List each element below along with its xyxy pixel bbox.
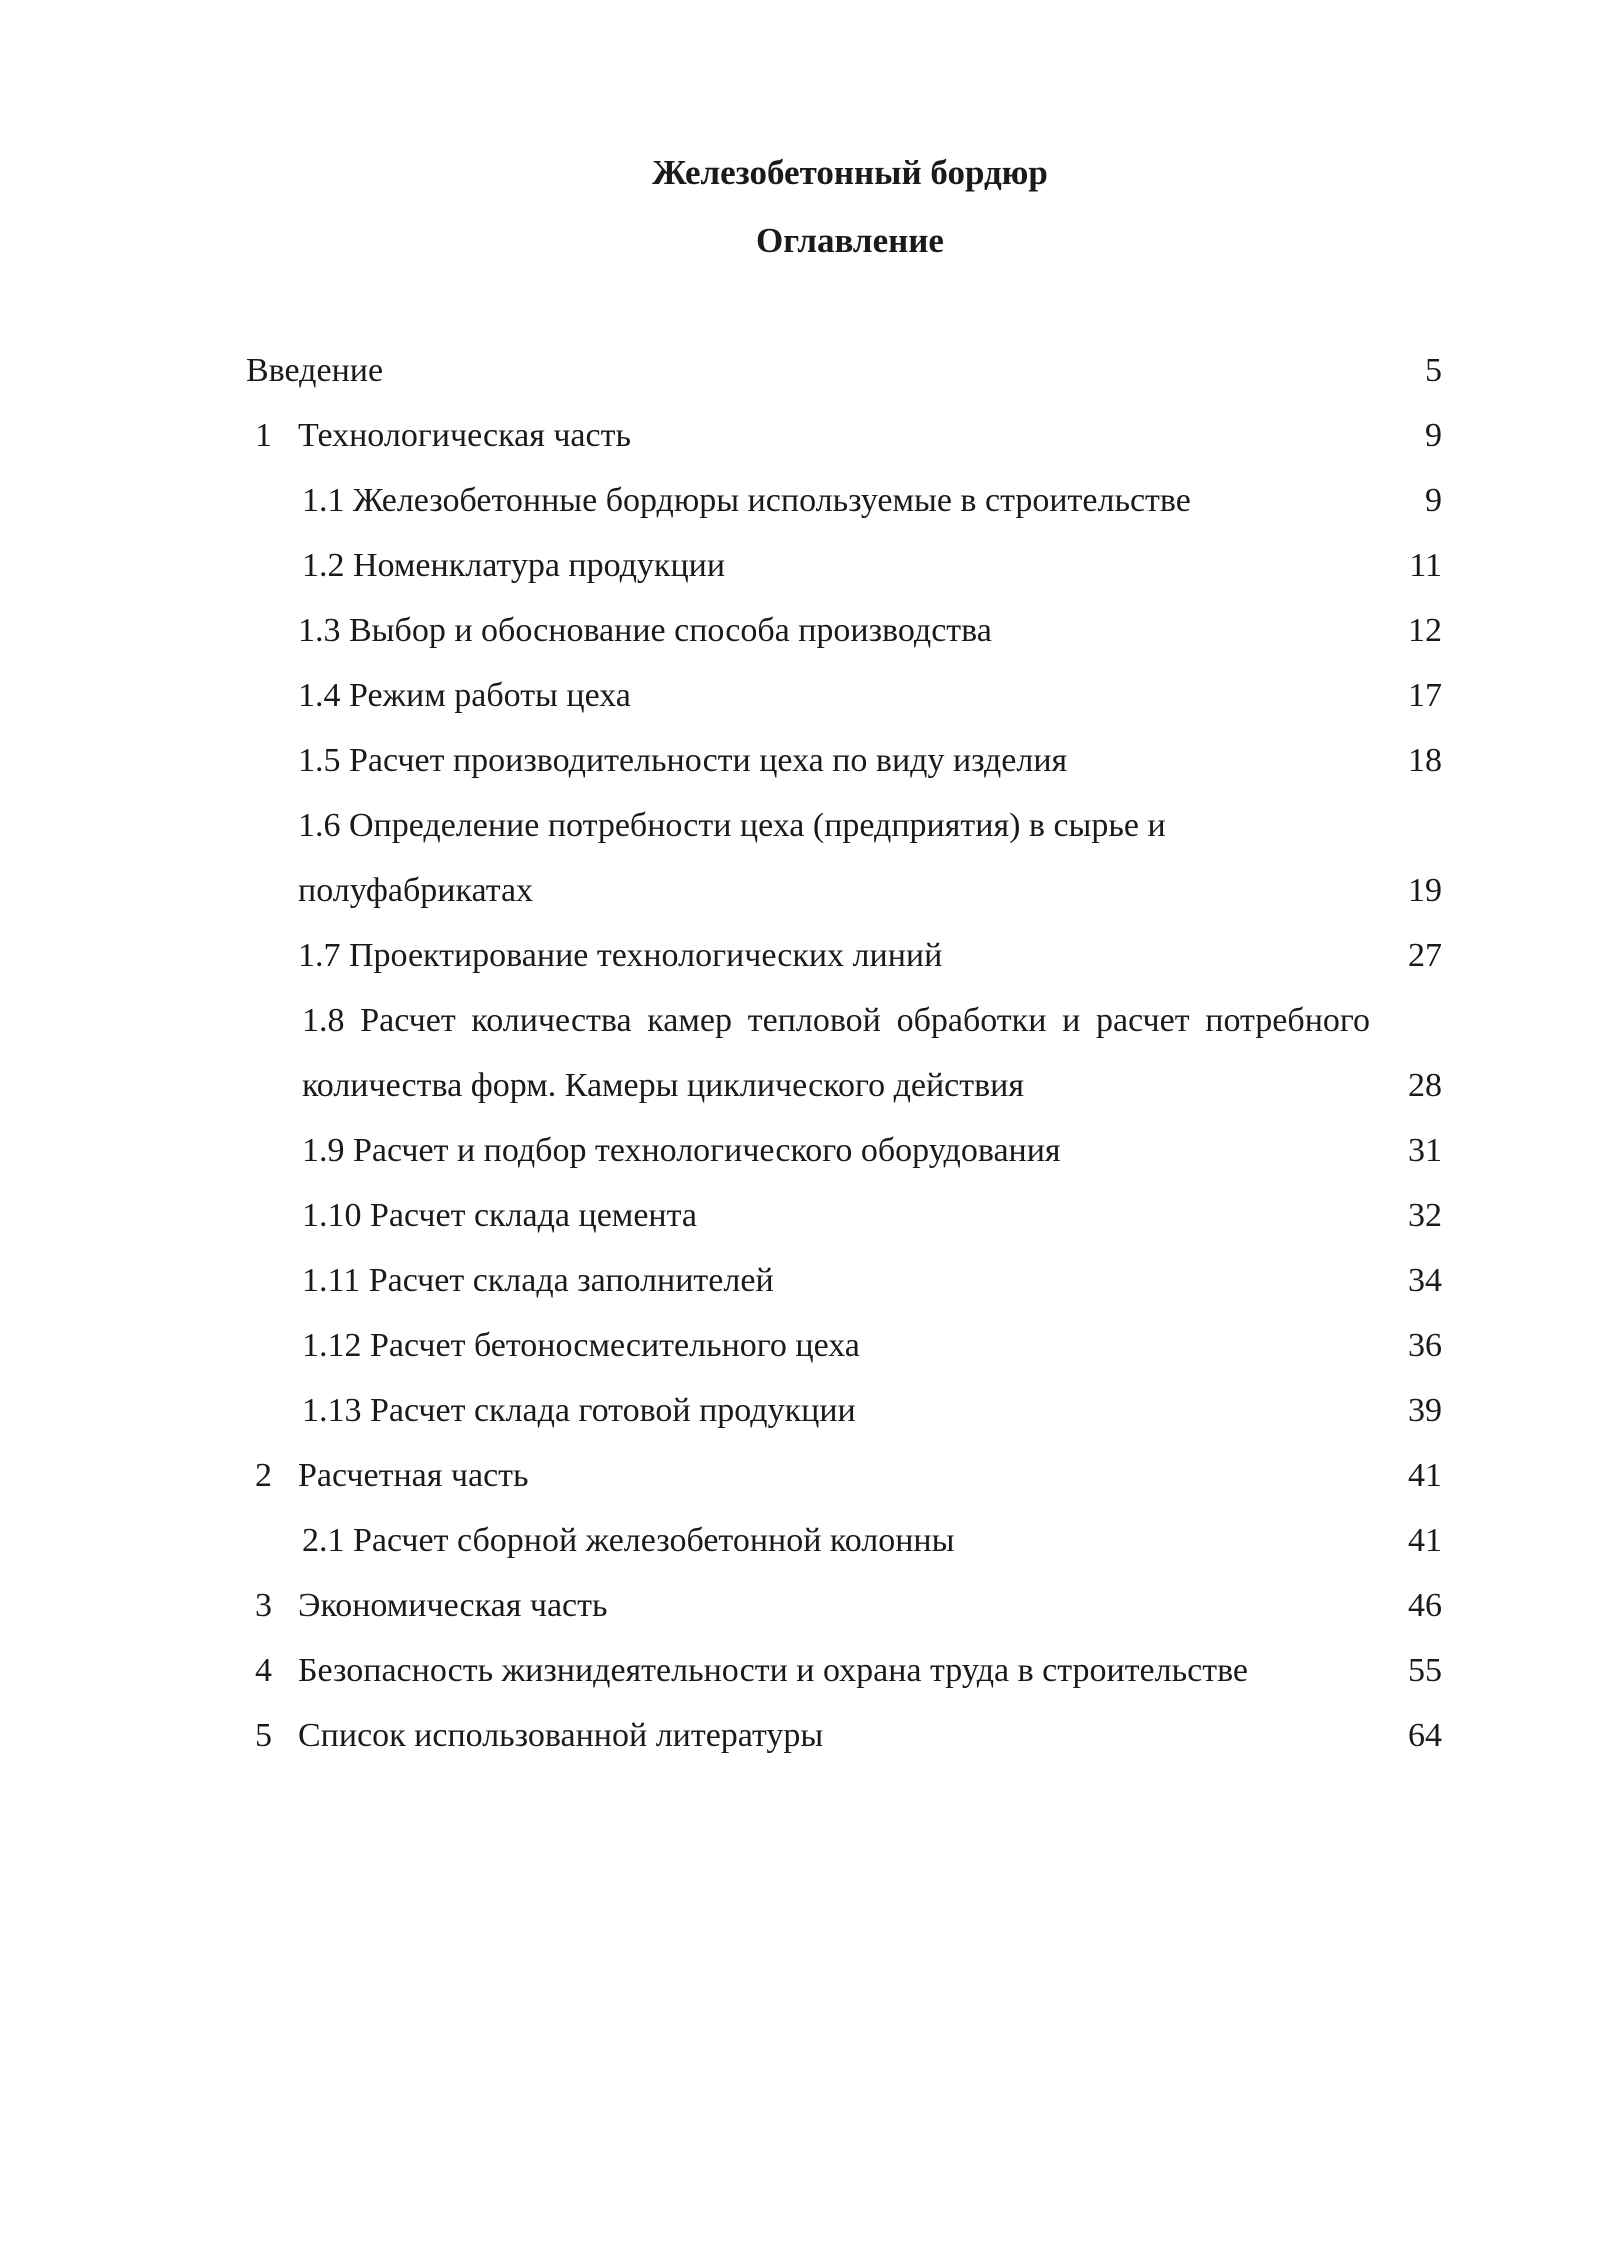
toc-entry-label: 1.8 Расчет количества камер тепловой обработки и расчет потребного количества форм. Камеры циклического действия xyxy=(302,1002,1370,1104)
toc-entry-label: 1.11 Расчет склада заполнителей xyxy=(302,1262,774,1299)
toc-entry-page: 32 xyxy=(1408,1197,1442,1234)
toc-entry[interactable] xyxy=(0,468,1600,533)
toc-entry[interactable] xyxy=(0,1573,1600,1638)
toc-entry[interactable] xyxy=(0,1638,1600,1703)
toc-entry-page: 36 xyxy=(1408,1327,1442,1364)
toc-entry-label: 1.1 Железобетонные бордюры используемые в строительстве xyxy=(302,482,1191,519)
toc-entry-label: Технологическая часть xyxy=(298,417,631,454)
toc-entry-label: Введение xyxy=(246,352,384,389)
toc-entry-page: 31 xyxy=(1408,1132,1442,1169)
toc-entry-page: 5 xyxy=(1425,352,1442,389)
toc-entry-number: 2 xyxy=(255,1457,272,1494)
toc-entry[interactable] xyxy=(0,988,1600,1118)
toc-entry-page: 41 xyxy=(1408,1522,1442,1559)
toc-entry-page: 55 xyxy=(1408,1652,1442,1689)
toc-entry-number: 1 xyxy=(255,417,272,454)
toc-entry-page: 9 xyxy=(1425,482,1442,519)
toc-entry[interactable] xyxy=(0,1378,1600,1443)
toc-entry-label: 1.13 Расчет склада готовой продукции xyxy=(302,1392,856,1429)
toc-entry-label: 1.2 Номенклатура продукции xyxy=(302,547,726,584)
toc-entry[interactable] xyxy=(0,533,1600,598)
toc-heading: Оглавление xyxy=(756,221,944,260)
toc-entry[interactable] xyxy=(0,598,1600,663)
toc-entry-number: 5 xyxy=(255,1717,272,1754)
toc-entry[interactable] xyxy=(0,1118,1600,1183)
toc-entry[interactable] xyxy=(0,1248,1600,1313)
toc-entry-label: 1.5 Расчет производительности цеха по виду изделия xyxy=(298,742,1068,779)
toc-entry[interactable] xyxy=(0,1443,1600,1508)
toc-entry-label: 1.12 Расчет бетоносмесительного цеха xyxy=(302,1327,860,1364)
toc-entry-page: 12 xyxy=(1408,612,1442,649)
toc-entry-page: 28 xyxy=(1408,1067,1442,1104)
toc-entry-page: 64 xyxy=(1408,1717,1442,1754)
toc-entry-label: Расчетная часть xyxy=(298,1457,529,1494)
toc-entry-page: 9 xyxy=(1425,417,1442,454)
toc-entry-label: Безопасность жизнидеятельности и охрана труда в строительстве xyxy=(298,1652,1249,1689)
toc-entry-page: 46 xyxy=(1408,1587,1442,1624)
toc-entry-label: 1.4 Режим работы цеха xyxy=(298,677,631,714)
toc-entry-label: 1.10 Расчет склада цемента xyxy=(302,1197,697,1234)
toc-entry-label: 1.9 Расчет и подбор технологического оборудования xyxy=(302,1132,1061,1169)
toc-entry-label: Список использованной литературы xyxy=(298,1717,824,1754)
toc-entry-label: Экономическая часть xyxy=(298,1587,608,1624)
toc-entry[interactable] xyxy=(0,663,1600,728)
toc-entry-page: 41 xyxy=(1408,1457,1442,1494)
toc-entry[interactable] xyxy=(0,338,1600,403)
toc-entry-page: 34 xyxy=(1408,1262,1442,1299)
toc-entry-label: 1.3 Выбор и обоснование способа производства xyxy=(298,612,992,649)
table-of-contents xyxy=(0,338,1600,1768)
toc-entry-number: 4 xyxy=(255,1652,272,1689)
toc-entry[interactable] xyxy=(0,1183,1600,1248)
toc-entry[interactable] xyxy=(0,1313,1600,1378)
toc-entry-page: 27 xyxy=(1408,937,1442,974)
toc-entry[interactable] xyxy=(0,1508,1600,1573)
toc-entry-page: 11 xyxy=(1409,547,1442,584)
toc-entry[interactable] xyxy=(0,793,1600,923)
toc-entry[interactable] xyxy=(0,923,1600,988)
toc-entry[interactable] xyxy=(0,728,1600,793)
document-title: Железобетонный бордюр xyxy=(652,153,1048,192)
toc-entry-page: 19 xyxy=(1408,872,1442,909)
toc-entry-page: 18 xyxy=(1408,742,1442,779)
toc-entry-label: 1.7 Проектирование технологических линий xyxy=(298,937,943,974)
toc-entry[interactable] xyxy=(0,403,1600,468)
toc-entry-page: 39 xyxy=(1408,1392,1442,1429)
toc-entry-label: 2.1 Расчет сборной железобетонной колонны xyxy=(302,1522,955,1559)
toc-entry[interactable] xyxy=(0,1703,1600,1768)
toc-entry-number: 3 xyxy=(255,1587,272,1624)
toc-entry-page: 17 xyxy=(1408,677,1442,714)
toc-entry-label: 1.6 Определение потребности цеха (предприятия) в сырье и полуфабрикатах xyxy=(298,807,1166,909)
